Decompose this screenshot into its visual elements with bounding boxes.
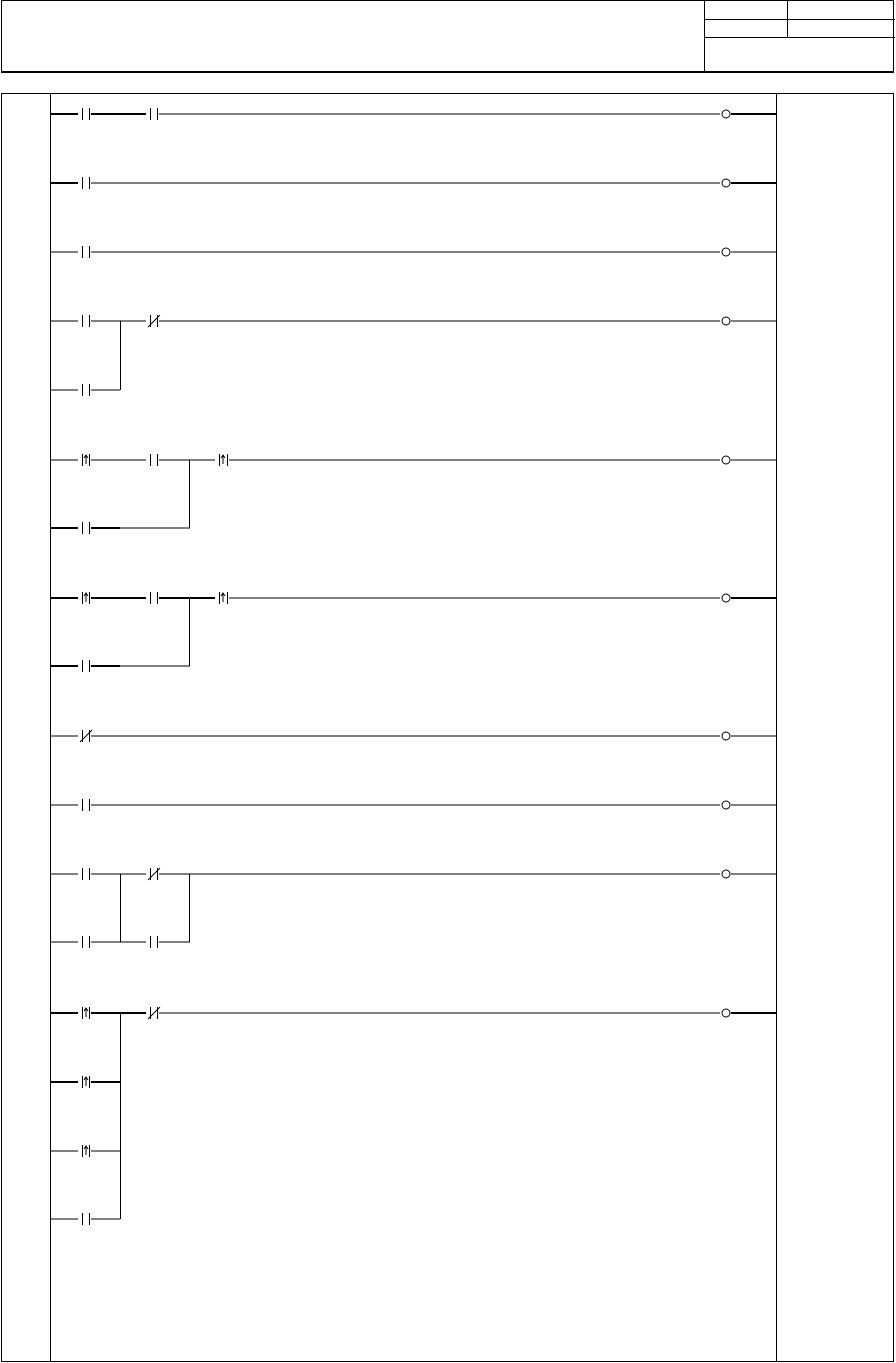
- no-contact: [151, 108, 158, 120]
- output-coil: [722, 179, 730, 187]
- rung-5: [50, 454, 776, 534]
- no-contact: [83, 315, 90, 327]
- output-coil: [722, 801, 730, 809]
- rising-edge-contact: [83, 592, 90, 604]
- no-contact: [83, 522, 90, 534]
- output-coil: [722, 110, 730, 118]
- output-coil: [722, 1009, 730, 1017]
- nc-contact: [148, 1007, 160, 1019]
- rising-edge-contact: [220, 592, 228, 604]
- rising-edge-contact: [220, 454, 228, 466]
- output-coil: [722, 248, 730, 256]
- rung-8: [50, 799, 776, 811]
- no-contact: [83, 1213, 90, 1225]
- rung-1: [50, 108, 776, 120]
- rising-edge-contact: [83, 1007, 90, 1019]
- rung-4: [50, 315, 776, 396]
- no-contact: [83, 177, 90, 189]
- rising-edge-contact: [83, 1145, 90, 1157]
- rung-3: [50, 246, 776, 258]
- no-contact: [151, 936, 158, 948]
- rung-7: [50, 730, 776, 742]
- no-contact: [83, 868, 90, 880]
- no-contact: [83, 246, 90, 258]
- rung-2: [50, 177, 776, 189]
- rung-9: [50, 868, 776, 948]
- output-coil: [722, 456, 730, 464]
- output-coil: [722, 732, 730, 740]
- output-coil: [722, 870, 730, 878]
- no-contact: [151, 454, 158, 466]
- rung-10: [50, 1007, 776, 1225]
- output-coil: [722, 594, 730, 602]
- no-contact: [151, 592, 158, 604]
- rising-edge-contact: [83, 454, 90, 466]
- no-contact: [83, 108, 90, 120]
- rising-edge-contact: [83, 1076, 90, 1088]
- nc-contact: [148, 315, 160, 327]
- no-contact: [83, 936, 90, 948]
- rung-6: [50, 592, 776, 672]
- nc-contact: [148, 868, 160, 880]
- nc-contact: [80, 730, 92, 742]
- output-coil: [722, 317, 730, 325]
- no-contact: [83, 384, 90, 396]
- no-contact: [83, 660, 90, 672]
- no-contact: [83, 799, 90, 811]
